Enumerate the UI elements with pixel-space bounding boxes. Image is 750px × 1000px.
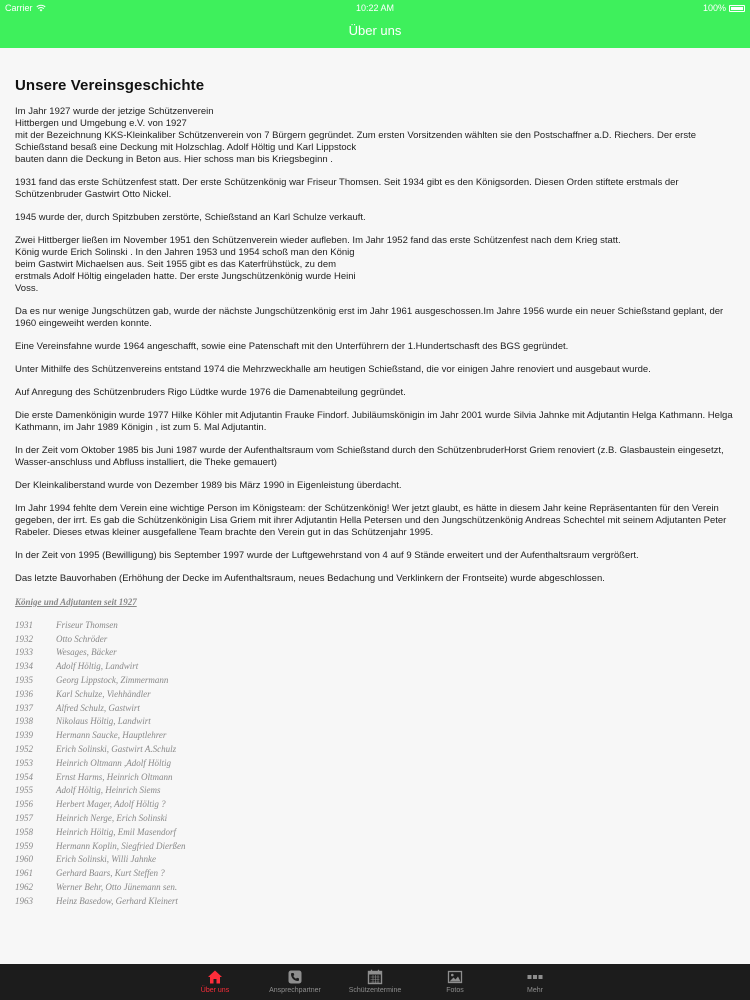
king-names: Ernst Harms, Heinrich Oltmann xyxy=(56,771,173,782)
king-row xyxy=(15,632,735,646)
king-year: 1939 xyxy=(15,730,33,741)
king-row xyxy=(15,646,735,660)
king-year: 1957 xyxy=(15,813,33,824)
paragraph-line: 1931 fand das erste Schützenfest statt. Der erste Schützenkönig war Friseur Thomsen. Seit 1934 gibt es den Königsorden. Diesen Orden stiftete erstmals der Schützenbruder Gastwirt Otto Nickel. xyxy=(15,177,679,200)
king-row xyxy=(15,825,735,839)
tab-label: Schützentermine xyxy=(348,987,402,994)
kings-list xyxy=(15,618,735,908)
battery-group xyxy=(703,3,745,13)
king-names: Gerhard Baars, Kurt Steffen ? xyxy=(56,868,165,879)
king-row xyxy=(15,728,735,742)
tab-bar xyxy=(0,964,750,1000)
paragraph-line: Schießstand besaß eine Deckung mit Holzschlag. Adolf Höltig und Karl Lippstock xyxy=(15,142,357,153)
tab-label: Ansprechpartner xyxy=(269,987,321,994)
king-row xyxy=(15,756,735,770)
page-heading: Unsere Vereinsgeschichte xyxy=(15,77,205,94)
king-names: Karl Schulze, Viehhändler xyxy=(56,688,151,699)
paragraph-line: Im Jahr 1927 wurde der jetzige Schützenverein xyxy=(15,106,214,117)
paragraph-line: Unter Mithilfe des Schützenvereins entstand 1974 die Mehrzweckhalle am heutigen Schießstand, die vor einigen Jahre renoviert und ausgebaut wurde. xyxy=(15,364,651,375)
kings-title-link[interactable]: Könige und Adjutanten seit 1927 xyxy=(15,597,137,607)
phone-icon xyxy=(287,969,303,985)
paragraph-line: Hittbergen und Umgebung e.V. von 1927 xyxy=(15,118,187,129)
king-names: Hermann Saucke, Hauptlehrer xyxy=(56,730,167,741)
king-row xyxy=(15,866,735,880)
history-paragraphs xyxy=(15,106,735,585)
tab-fotos[interactable] xyxy=(415,964,495,1000)
paragraph-line: Auf Anregung des Schützenbruders Rigo Lüdtke wurde 1976 die Damenabteilung gegründet. xyxy=(15,387,406,398)
king-names: Nikolaus Höltig, Landwirt xyxy=(56,716,151,727)
king-row xyxy=(15,618,735,632)
king-row xyxy=(15,797,735,811)
king-row xyxy=(15,880,735,894)
king-year: 1933 xyxy=(15,647,33,658)
king-names: Heinz Basedow, Gerhard Kleinert xyxy=(56,895,178,906)
king-year: 1934 xyxy=(15,661,33,672)
king-row xyxy=(15,770,735,784)
king-year: 1952 xyxy=(15,744,33,755)
paragraph-line: Der Kleinkaliberstand wurde von Dezember 1989 bis März 1990 in Eigenleistung überdacht. xyxy=(15,480,402,491)
battery-percent: 100% xyxy=(702,3,726,13)
paragraph-line: Im Jahr 1994 fehlte dem Verein eine wichtige Person im Königsteam: der Schützenkönig! Wer jetzt glaubt, es hätte in diesem Jahr keine Repräsentanten für den Verein gegeben, der irrt. Es gab die Schützenkönigin Lisa Griem mit ihrer Adjutantin Hella Petersen und den Jungschützenkönig Andreas Schechtel mit seinem Adjutanten Peter Rabeler. Dieses etwas kleiner ausgefallene Team brachte den Verein gut in das Schützenjahr 1995. xyxy=(15,503,727,538)
tab-label: Mehr xyxy=(527,987,543,994)
king-names: Otto Schröder xyxy=(56,633,108,644)
tab-ueber-uns[interactable] xyxy=(175,964,255,1000)
paragraph-line: In der Zeit von 1995 (Bewilligung) bis September 1997 wurde der Luftgewehrstand von 4 auf 9 Stände erweitert und der Aufenthaltsraum vergrößert. xyxy=(15,550,639,561)
paragraph-line: mit der Bezeichnung KKS-Kleinkaliber Schützenverein von 7 Bürgern gegründet. Zum ersten Vorsitzenden wählten sie den Postschaffner a.D. Riechers. Der erste xyxy=(15,130,697,141)
paragraph-line: Voss. xyxy=(15,283,39,294)
paragraph-line: bauten dann die Deckung in Beton aus. Hier schoss man bis Kriegsbeginn . xyxy=(15,154,333,165)
paragraph-line: beim Gastwirt Michaelsen aus. Seit 1955 gibt es das Katerfrühstück, zu dem xyxy=(15,259,337,270)
paragraph-line: König wurde Erich Solinski . In den Jahren 1953 und 1954 schoß man den König xyxy=(15,247,355,258)
history-paragraph xyxy=(15,480,735,492)
king-row xyxy=(15,701,735,715)
paragraph-line: erstmals Adolf Höltig eingeladen hatte. Der erste Jungschützenkönig wurde Heini xyxy=(15,271,356,282)
king-year: 1956 xyxy=(15,799,33,810)
photo-icon xyxy=(447,969,463,985)
tab-ansprechpartner[interactable] xyxy=(255,964,335,1000)
king-row xyxy=(15,715,735,729)
more-icon xyxy=(527,969,543,985)
history-paragraph xyxy=(15,212,735,224)
king-names: Alfred Schulz, Gastwirt xyxy=(56,702,140,713)
tab-label: Über uns xyxy=(200,987,230,994)
king-year: 1932 xyxy=(15,633,33,644)
king-year: 1963 xyxy=(15,895,33,906)
king-year: 1953 xyxy=(15,757,33,768)
history-paragraph xyxy=(15,550,735,562)
king-year: 1955 xyxy=(15,785,33,796)
history-paragraph xyxy=(15,235,735,295)
history-paragraph xyxy=(15,364,735,376)
king-row xyxy=(15,894,735,908)
page-title: Über uns xyxy=(348,23,402,38)
status-time: 10:22 AM xyxy=(355,3,395,13)
paragraph-line: 1945 wurde der, durch Spitzbuben zerstörte, Schießstand an Karl Schulze verkauft. xyxy=(15,212,366,223)
king-year: 1960 xyxy=(15,854,33,865)
paragraph-line: In der Zeit vom Oktober 1985 bis Juni 1987 wurde der Aufenthaltsraum vom Schießstand durch den SchützenbruderHorst Griem renoviert (z.B. Glasbaustein eingesetzt, Wasser-anschluss und Abfluss installiert, die Theke gemauert) xyxy=(15,445,724,468)
king-year: 1954 xyxy=(15,771,33,782)
history-paragraph xyxy=(15,341,735,353)
king-row xyxy=(15,784,735,798)
king-row xyxy=(15,687,735,701)
king-names: Herbert Mager, Adolf Höltig ? xyxy=(56,799,166,810)
history-paragraph xyxy=(15,177,735,201)
status-bar xyxy=(0,0,750,16)
paragraph-line: Das letzte Bauvorhaben (Erhöhung der Decke im Aufenthaltsraum, neues Bedachung und Verklinkern der Frontseite) wurde abgeschlossen. xyxy=(15,573,605,584)
king-year: 1959 xyxy=(15,840,33,851)
history-paragraph xyxy=(15,503,735,539)
tab-schuetzentermine[interactable] xyxy=(335,964,415,1000)
king-year: 1937 xyxy=(15,702,33,713)
king-row xyxy=(15,853,735,867)
king-year: 1931 xyxy=(15,619,33,630)
paragraph-line: Eine Vereinsfahne wurde 1964 angeschafft, sowie eine Patenschaft mit den Unterführern der 1.Hundertschasft des BGS gegründet. xyxy=(15,341,569,352)
history-paragraph xyxy=(15,106,735,166)
paragraph-line: Da es nur wenige Jungschützen gab, wurde der nächste Jungschützenkönig erst im Jahr 1961 ausgeschossen.Im Jahre 1956 wurde ein neuer Schießstand geplant, der xyxy=(15,306,724,317)
king-names: Adolf Höltig, Heinrich Siems xyxy=(56,785,161,796)
king-year: 1961 xyxy=(15,868,33,879)
paragraph-line: 1960 eingeweiht werden konnte. xyxy=(15,318,152,329)
king-year: 1938 xyxy=(15,716,33,727)
king-names: Georg Lippstock, Zimmermann xyxy=(56,675,169,686)
history-paragraph xyxy=(15,410,735,434)
king-row xyxy=(15,659,735,673)
history-paragraph xyxy=(15,306,735,330)
king-names: Erich Solinski, Gastwirt A.Schulz xyxy=(56,744,177,755)
paragraph-line: Die erste Damenkönigin wurde 1977 Hilke Köhler mit Adjutantin Frauke Findorf. Jubiläumskönigin im Jahr 2001 wurde Silvia Jahnke mit Adjutantin Helga Kathmann. Helga Kathmann, im Jahr 1989 Königin , ist zum 5. Mal Adjutantin. xyxy=(15,410,733,433)
king-names: Wesages, Bäcker xyxy=(56,647,117,658)
calendar-icon xyxy=(367,969,383,985)
king-row xyxy=(15,673,735,687)
home-icon xyxy=(207,969,223,985)
king-year: 1935 xyxy=(15,675,33,686)
history-paragraph xyxy=(15,573,735,585)
battery-icon xyxy=(729,5,745,12)
king-names: Erich Solinski, Willi Jahnke xyxy=(56,854,156,865)
king-year: 1962 xyxy=(15,882,33,893)
nav-bar xyxy=(0,16,750,48)
tab-label: Fotos xyxy=(446,987,464,994)
king-row xyxy=(15,839,735,853)
paragraph-line: Zwei Hittberger ließen im November 1951 den Schützenverein wieder aufleben. Im Jahr 1952 fand das erste Schützenfest nach dem Krieg statt. xyxy=(15,235,621,246)
content-scroll-view[interactable] xyxy=(0,48,750,964)
king-names: Friseur Thomsen xyxy=(56,619,118,630)
tab-mehr[interactable] xyxy=(495,964,575,1000)
king-year: 1958 xyxy=(15,826,33,837)
king-names: Heinrich Oltmann ,Adolf Höltig xyxy=(56,757,171,768)
history-paragraph xyxy=(15,445,735,469)
king-names: Hermann Koplin, Siegfried Dierßen xyxy=(56,840,186,851)
king-names: Heinrich Höltig, Emil Masendorf xyxy=(56,826,176,837)
king-names: Heinrich Nerge, Erich Solinski xyxy=(56,813,168,824)
carrier-label: Carrier xyxy=(5,3,33,13)
king-row xyxy=(15,811,735,825)
king-year: 1936 xyxy=(15,688,33,699)
history-paragraph xyxy=(15,387,735,399)
king-names: Werner Behr, Otto Jünemann sen. xyxy=(56,882,178,893)
king-row xyxy=(15,742,735,756)
king-names: Adolf Höltig, Landwirt xyxy=(56,661,139,672)
